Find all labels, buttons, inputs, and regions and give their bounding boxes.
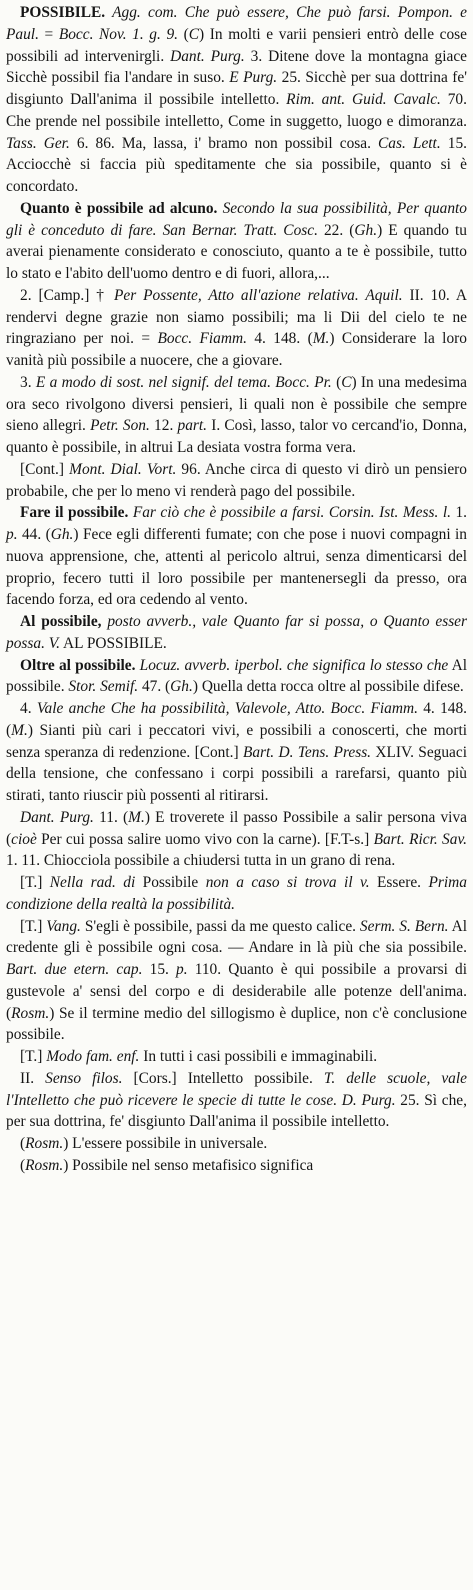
entry-paragraph xyxy=(6,459,467,503)
body-text: 4. xyxy=(20,700,37,717)
body-text: AL POSSIBILE. xyxy=(60,634,167,652)
italic-text: Senso filos. xyxy=(45,1069,123,1087)
italic-text: Vang. xyxy=(46,917,81,935)
entry-paragraph xyxy=(6,1133,467,1155)
body-text: [Cors.] Intelletto possibile. xyxy=(122,1069,324,1087)
entry-paragraph xyxy=(6,1068,467,1133)
entry-paragraph xyxy=(6,916,467,1047)
body-text: S'egli è possibile, passi da me questo calice. xyxy=(80,917,360,935)
body-text: ( xyxy=(20,1156,26,1174)
italic-text: Bart. D. Tens. Press. xyxy=(242,743,372,761)
entry-paragraph xyxy=(6,611,467,655)
italic-text: p. xyxy=(176,961,188,978)
headword-text: Oltre al possibile. xyxy=(20,656,136,674)
body-text: II. xyxy=(20,1069,46,1087)
italic-text: Dant. Purg. xyxy=(20,808,94,826)
body-text: ) Fece egli differenti fumate; con che pose i nuovi compagni in nuova apprensione, che, attenti al pericolo altrui, senza dimenticarsi del proprio, fecero tutti il loro possibile per mantenersegli da presso, ora facendo forza, ed ora cedendo al vento. xyxy=(6,526,467,609)
italic-text: Locuz. avverb. iperbol. che significa lo stesso che xyxy=(135,656,449,674)
body-text: 3. xyxy=(20,373,36,391)
dictionary-entry-possibile xyxy=(6,2,467,1177)
italic-text: part. xyxy=(177,417,208,435)
body-text: 96. Anche circa di questo vi dirò un pensiero probabile, che per lo meno vi renderà pago del possibile. xyxy=(6,460,467,500)
entry-paragraph xyxy=(6,872,467,916)
body-text: In tutti i casi possibili e immaginabili. xyxy=(139,1048,378,1065)
italic-text: Dant. Purg. xyxy=(170,47,245,65)
italic-text: non a caso si trova il v. xyxy=(205,874,370,891)
body-text: 15. Acciocchè si faccia più speditamente che sia possibile, quanto si è concordato. xyxy=(6,134,467,195)
italic-text: Petr. Son. xyxy=(90,417,150,435)
italic-text: Agg. com. Che può essere, Che può farsi. Pompon. e Paul. xyxy=(6,4,467,43)
body-text: ( xyxy=(178,25,189,43)
body-text: 110. Quanto è qui possibile a provarsi di gustevole a' sensi del corpo e di desiderabile alle potenze dell'anima. ( xyxy=(6,961,467,1022)
body-text: 1. 11. Chiocciola possibile a chiudersi tutta in un grano di rena. xyxy=(6,852,396,870)
body-text: ) Se il termine medio del sillogismo è duplice, non c'è conclusione possibile. xyxy=(6,1004,467,1044)
italic-text: Modo fam. enf. xyxy=(46,1048,140,1065)
italic-text: M. xyxy=(11,721,28,739)
body-text: [T.] xyxy=(20,1048,47,1065)
italic-text: Mont. Dial. Vort. xyxy=(69,460,177,478)
italic-text: Rim. ant. Guid. Cavalc. xyxy=(286,91,441,108)
body-text: ( xyxy=(331,373,342,391)
body-text: 22. ( xyxy=(317,221,355,239)
body-text: 11. ( xyxy=(93,808,129,826)
italic-text: p. xyxy=(6,526,18,543)
body-text: 15. xyxy=(142,961,177,978)
body-text: [Cont.] xyxy=(20,460,70,478)
entry-paragraph xyxy=(6,285,467,372)
headword-text: Fare il possibile. xyxy=(20,504,129,522)
italic-text: Gh. xyxy=(354,221,378,239)
italic-text: Stor. Semif. xyxy=(68,678,139,696)
italic-text: Per Possente, Atto all'azione relativa. Aquil. xyxy=(113,286,403,304)
body-text: Possibile xyxy=(135,874,206,891)
italic-text: Bart. due etern. cap. xyxy=(6,961,143,978)
body-text: ) Sianti più cari i peccatori vivi, e possibili a conoscerti, che morti senza speranza di redenzione. [Cont.] xyxy=(6,721,467,761)
italic-text: M. xyxy=(128,808,145,826)
body-text: ( xyxy=(20,1135,26,1152)
headword-text: POSSIBILE. xyxy=(20,4,106,21)
body-text: II. 10. A rendervi degne grazie non siamo possibili; ma li Dii del cielo te ne ringraziano per noi. = xyxy=(6,286,467,348)
italic-text: M. xyxy=(312,330,330,348)
italic-text: Serm. S. Bern. xyxy=(359,917,449,935)
entry-paragraph xyxy=(6,372,467,459)
body-text: ) In molti e varii pensieri entrò delle cose possibili ad intervenirgli. xyxy=(6,25,467,65)
italic-text: Gh. xyxy=(50,526,74,543)
headword-text: Quanto è possibile ad alcuno. xyxy=(20,199,218,217)
body-text: 25. Sì che, per sua dottrina, fe' disgiunto Dall'anima il possibile intelletto. xyxy=(6,1091,467,1131)
italic-text: E Purg. xyxy=(229,69,278,87)
body-text: ) Quella detta rocca oltre al possibile difese. xyxy=(192,678,464,696)
body-text: ) Considerare la loro vanità più possibile a nuocere, che a giovare. xyxy=(6,330,467,369)
italic-text: Bart. Ricr. Sav. xyxy=(373,830,467,848)
italic-text: Vale anche Che ha possibilità, Valevole, Atto. Bocc. Fiamm. xyxy=(36,700,418,717)
body-text: = xyxy=(38,25,59,43)
entry-paragraph xyxy=(6,1155,467,1177)
italic-text: Far ciò che è possibile a farsi. Corsin. Ist. Mess. l. xyxy=(128,504,451,522)
body-text: 2. [Camp.] † xyxy=(20,286,114,304)
entry-paragraph xyxy=(6,502,467,611)
italic-text: Bocc. Nov. 1. g. 9. xyxy=(58,25,179,43)
body-text: 4. 148. ( xyxy=(246,330,313,348)
body-text: ) E troverete il passo Possibile a salir persona viva ( xyxy=(6,808,467,848)
entry-paragraph xyxy=(6,1046,467,1068)
entry-paragraph xyxy=(6,698,467,807)
italic-text: C xyxy=(188,25,200,43)
italic-text: posto avverb., vale Quanto far si possa, o Quanto esser possa. V. xyxy=(6,613,467,652)
italic-text: T. delle scuole, vale l'Intelletto che può ricevere le specie di tutte le cose. D. Purg. xyxy=(6,1069,467,1109)
italic-text: E a modo di sost. nel signif. del tema. Bocc. Pr. xyxy=(35,373,332,391)
body-text: ) E quando tu averai pienamente considerato e conosciuto, quanto a te è possibile, tutto lo stato e l'abito dell'uomo dentro e di fuori, allora,... xyxy=(6,221,467,282)
body-text: XLIV. Seguaci della tensione, che confessano i corpi possibili a rarefarsi, quanto più stirati, tanto riuscir più possenti al ritirarsi. xyxy=(6,743,467,804)
body-text: ) Possibile nel senso metafisico significa xyxy=(63,1156,314,1174)
body-text: ) In una medesima ora seco rivolgono diversi pensieri, li quali non è possibile che sempre sieno allegri. xyxy=(6,373,468,435)
body-text: 44. ( xyxy=(17,526,51,543)
entry-paragraph xyxy=(6,2,467,198)
body-text: 3. Ditene dove la montagna giace Sicchè possibil fia l'andare in suso. xyxy=(6,47,467,87)
italic-text: Prima condizione della realtà la possibilità. xyxy=(6,874,467,913)
body-text: [T.] xyxy=(20,874,50,891)
italic-text: C xyxy=(341,373,352,391)
body-text: Per cui possa salire uomo vivo con la carne). [F.T-s.] xyxy=(36,830,374,848)
italic-text: Bocc. Fiamm. xyxy=(157,330,247,348)
italic-text: Gh. xyxy=(170,678,193,696)
entry-paragraph xyxy=(6,807,467,872)
body-text: 4. 148. ( xyxy=(6,700,467,739)
italic-text: Nella rad. di xyxy=(49,874,136,891)
body-text: Al possibile. xyxy=(6,656,467,696)
body-text: ) L'essere possibile in universale. xyxy=(63,1135,268,1152)
entry-paragraph xyxy=(6,655,467,699)
italic-text: Rosm. xyxy=(25,1156,64,1174)
italic-text: Rosm. xyxy=(11,1004,50,1022)
body-text: Essere. xyxy=(369,874,429,891)
body-text: 70. Che prende nel possibile intelletto, Come in suggetto, luogo e dimoranza. xyxy=(6,91,467,130)
body-text: I. Così, lasso, talor vo cercand'io, Donna, quanto è possibile, in altrui La desiata vostra forma vera. xyxy=(6,417,468,456)
body-text: [T.] xyxy=(20,917,47,935)
body-text: Al credente gli è possibile ogni cosa. — Andare in là più che sia possibile. xyxy=(6,917,467,957)
body-text: 1. xyxy=(450,504,468,522)
italic-text: Cas. Lett. xyxy=(378,134,441,152)
italic-text: Secondo la sua possibilità, Per quanto gli è conceduto di fare. San Bernar. Tratt. Cosc. xyxy=(6,199,468,239)
headword-text: Al possibile, xyxy=(20,613,102,630)
body-text: 47. ( xyxy=(138,678,171,696)
body-text: 12. xyxy=(149,417,178,435)
italic-text: cioè xyxy=(11,830,37,848)
entry-paragraph xyxy=(6,198,467,285)
italic-text: Tass. Ger. xyxy=(6,134,70,152)
body-text: 25. Sicchè per sua dottrina fe' disgiunto Dall'anima il possibile intelletto. xyxy=(6,69,468,108)
italic-text: Rosm. xyxy=(25,1135,64,1152)
body-text: 6. 86. Ma, lassa, i' bramo non possibil cosa. xyxy=(69,134,379,152)
